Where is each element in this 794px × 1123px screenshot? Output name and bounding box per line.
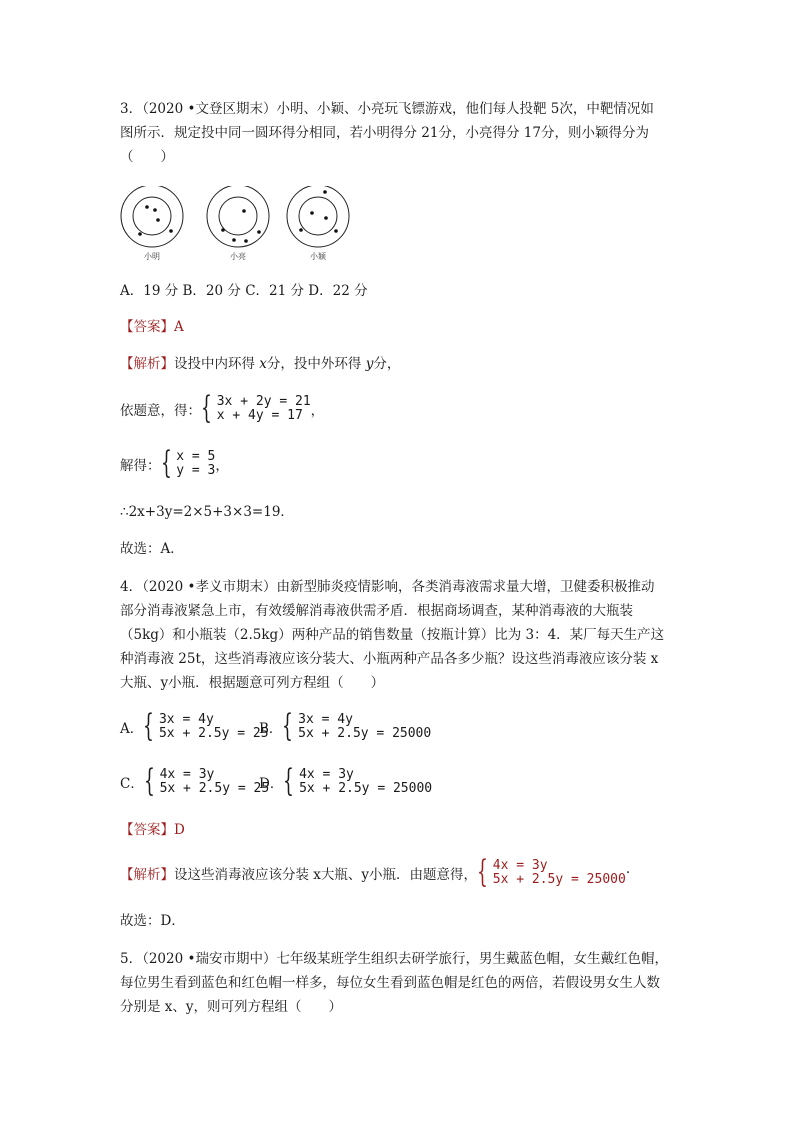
q5-line2: 每位男生看到蓝色和红色帽一样多，每位女生看到蓝色帽是红色的两倍，若假设男女生人数 xyxy=(120,975,660,991)
q3-choice: 故选：A． xyxy=(120,541,184,557)
q4-answer: 【答案】D xyxy=(120,822,185,838)
q4-option-d: D． { 4x = 3y 5x + 2.5y = 25000 xyxy=(259,763,433,799)
q4-line2: 部分消毒液紧急上市，有效缓解消毒液供需矛盾．根据商场调查，某种消毒液的大瓶装 xyxy=(120,603,633,619)
q3-result: ∴2x+3y=2×5+3×3=19． xyxy=(120,504,294,520)
q4-option-b: B． { 3x = 4y 5x + 2.5y = 25000 xyxy=(259,708,432,744)
dartboard-xiaoliang xyxy=(207,186,269,261)
dartboard-xiaoying xyxy=(287,186,349,261)
analysis-tag: 【解析】 xyxy=(120,866,174,883)
brace-icon: { xyxy=(282,708,294,744)
q4-analysis: 【解析】 设这些消毒液应该分装 x大瓶、y小瓶．由题意得， { 4x = 3y 5x + 2.5y = 25000 · xyxy=(120,854,631,890)
q3-line2: 图所示．规定投中同一圆环得分相同，若小明得分 21分，小亮得分 17分，则小颖得分为 xyxy=(120,125,649,141)
analysis-tag: 【解析】 xyxy=(120,356,174,372)
brace-icon: { xyxy=(283,763,295,799)
q4-option-c: C． { 4x = 3y 5x + 2.5y = 25 xyxy=(120,763,270,799)
brace-icon: { xyxy=(143,708,155,744)
label-xiaoying: 小颖 xyxy=(310,252,326,261)
q5-line1: 5．（2020 •瑞安市期中）七年级某班学生组织去研学旅行，男生戴蓝色帽，女生戴红色帽， xyxy=(120,951,668,967)
q4-option-a: A． { 3x = 4y 5x + 2.5y = 25 xyxy=(120,708,269,744)
brace-icon: { xyxy=(143,763,155,799)
q4-line4: 种消毒液 25t，这些消毒液应该分装大、小瓶两种产品各多少瓶？设这些消毒液应该分装 x xyxy=(120,651,659,667)
brace-icon: { xyxy=(477,854,488,890)
dartboard-figure xyxy=(120,186,360,266)
dartboard-xiaoming xyxy=(121,186,183,261)
brace-icon: { xyxy=(201,390,212,426)
q3-options: A．19 分 B．20 分 C．21 分 D．22 分 xyxy=(120,283,368,299)
q3-line3: （ ） xyxy=(120,149,174,165)
q4-line3: （5kg）和小瓶装（2.5kg）两种产品的销售数量（按瓶计算）比为 3：4．某厂每天生产这 xyxy=(120,627,665,643)
label-xiaoming: 小明 xyxy=(144,252,160,261)
q3-setup-system: 依题意，得： { 3x + 2y = 21 x + 4y = 17 ， xyxy=(120,390,325,426)
q4-choice: 故选：D． xyxy=(120,913,185,929)
q5-line3: 分别是 x、y，则可列方程组（ ） xyxy=(120,999,343,1015)
q3-analysis: 【解析】设投中内环得 x分，投中外环得 y分， xyxy=(120,356,401,372)
brace-icon: { xyxy=(160,445,172,481)
q3-solution-system: 解得： { x = 5 y = 3 ， xyxy=(120,445,229,481)
q3-answer: 【答案】A xyxy=(120,319,184,335)
label-xiaoliang: 小亮 xyxy=(230,252,246,261)
q4-line1: 4．（2020 •孝义市期末）由新型肺炎疫情影响，各类消毒液需求量大增，卫健委积极推动 xyxy=(120,579,655,595)
q4-line5: 大瓶、y小瓶．根据题意可列方程组（ ） xyxy=(120,675,385,691)
q3-line1: 3．（2020 •文登区期末）小明、小颖、小亮玩飞镖游戏，他们每人投靶 5次，中靶情况如 xyxy=(120,101,654,117)
